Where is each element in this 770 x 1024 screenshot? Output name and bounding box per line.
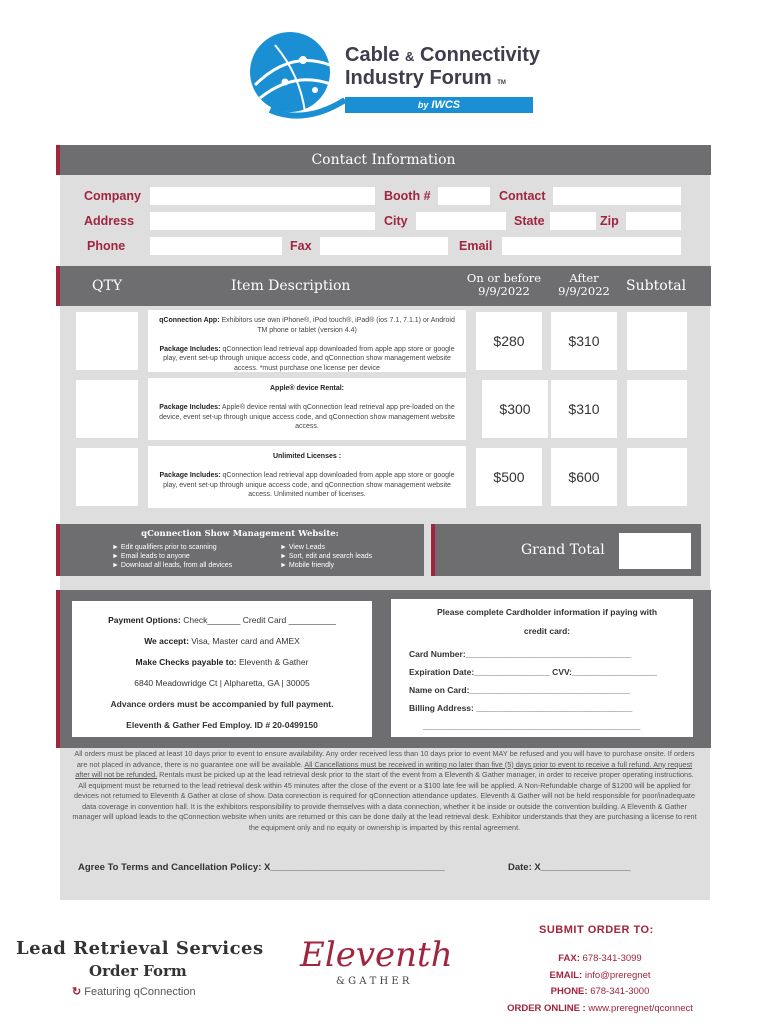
address-field[interactable]: [150, 212, 375, 230]
fax-label: FAX:: [558, 953, 580, 964]
logo-line2: Industry Forum: [345, 67, 492, 89]
booth-field[interactable]: [438, 187, 490, 205]
desc-header: Item Description: [231, 278, 351, 294]
subtotal-field-1[interactable]: [627, 312, 687, 370]
feature-text: View Leads: [288, 544, 325, 551]
submit-email[interactable]: [495, 968, 705, 985]
feature-text: Download all leads, from all devices: [120, 562, 233, 569]
contact-info-header: [56, 145, 711, 175]
feature-item: [112, 561, 232, 570]
logo-line1b: Connectivity: [419, 44, 541, 66]
after-price-3: $600: [551, 448, 617, 506]
item-title-3: Unlimited Licenses :: [272, 453, 342, 460]
payment-options-line: [72, 615, 372, 625]
early-header: On or before 9/9/2022: [466, 271, 542, 298]
qty-field-1[interactable]: [76, 312, 138, 370]
terms-p1: All orders must be placed at least 10 days prior to event to ensure availability. Any order received less than 10 days prior to event MAY be refused and you will have to purchase onsite. If orders are not placed in advance, there is no guarantee one will be available.: [74, 749, 695, 769]
contact-info-title: Contact Information: [311, 152, 456, 168]
item-desc-2: [148, 378, 466, 440]
subtotal-field-3[interactable]: [627, 448, 687, 506]
item-title-rest-1: Exhibitors use own iPhone®, iPod touch®, iPad® (ios 7.1, 7.1.1) or Android TM phone or tablet (version 4.4): [219, 317, 455, 334]
fax-label: Fax: [290, 239, 312, 253]
after-price-1: $310: [551, 312, 617, 370]
terms-text: [72, 749, 697, 833]
submit-contacts: [495, 951, 705, 1017]
featuring-text: Featuring qConnection: [84, 986, 196, 998]
logo-amp: &: [405, 49, 415, 64]
feature-text: Sort, edit and search leads: [288, 553, 373, 560]
accept-text: Visa, Master card and AMEX: [188, 636, 300, 646]
contact-label: Contact: [499, 189, 546, 203]
card-header-2: credit card:: [523, 626, 571, 636]
feature-text: Mobile friendly: [288, 562, 335, 569]
email-field[interactable]: [502, 237, 681, 255]
item-pkg-2: Apple® device rental with qConnection lead retrieval app pre-loaded on the device, event set-up through unique access code, and qConnection show management website access.: [159, 404, 455, 430]
fed-id: Eleventh & Gather Fed Employ. ID # 20-0499150: [126, 720, 318, 730]
grand-total-box: [431, 524, 701, 576]
item-pkg-1: qConnection lead retrieval app downloaded from apple app store or google play, event set-up through unique access code, and qConnection show management website access. *must purchase one license per device: [163, 345, 455, 372]
logo-gather: & G A T H E R: [336, 976, 410, 987]
feature-item: [112, 543, 232, 552]
contact-field[interactable]: [553, 187, 681, 205]
logo-eleventh: Eleventh: [300, 935, 453, 975]
agree-line[interactable]: Agree To Terms and Cancellation Policy: X_________________________________: [78, 862, 445, 873]
feature-item: [280, 552, 372, 561]
zip-label: Zip: [600, 214, 619, 228]
accent-stripe: [431, 524, 435, 576]
state-field[interactable]: [550, 212, 596, 230]
submit-fax: [495, 951, 705, 968]
feature-text: Edit qualifiers prior to scanning: [120, 544, 217, 551]
item-title-2: Apple® device Rental:: [269, 385, 344, 392]
website-left-list: [112, 543, 232, 570]
online-label: ORDER ONLINE :: [507, 1002, 586, 1014]
early-price-3: $500: [476, 448, 542, 506]
website-right-list: [280, 543, 372, 570]
qconnection-icon: ↻: [72, 986, 82, 998]
submit-phone: [495, 984, 705, 1001]
address-label: Address: [84, 214, 135, 228]
flag-icon: ►: [280, 544, 287, 551]
fax-field[interactable]: [320, 237, 448, 255]
checks-label: Make Checks payable to:: [135, 657, 237, 667]
item-pkg-3: qConnection lead retrieval app downloaded from apple app store or google play, event set-up through unique access code, and qConnection show management website access. Unlimited number of licenses.: [163, 472, 455, 498]
flag-icon: ►: [280, 553, 287, 560]
submit-email-label: EMAIL:: [549, 969, 583, 981]
globe-icon: [245, 30, 345, 120]
company-label: Company: [84, 189, 141, 203]
accept-label: We accept:: [144, 636, 189, 646]
billing-address-line2[interactable]: ______________________________________________: [423, 721, 641, 731]
footer-title: Lead Retrieval Services: [16, 938, 264, 959]
card-number-field[interactable]: Card Number:___________________________________: [409, 649, 632, 659]
checks-text: Eleventh & Gather: [236, 657, 309, 667]
flag-icon: ►: [112, 553, 119, 560]
city-label: City: [384, 214, 408, 228]
phone-value: 678-341-3000: [587, 986, 650, 997]
checks-line: [72, 657, 372, 667]
phone-label: Phone: [87, 239, 126, 253]
payment-options-text: Check_______ Credit Card __________: [180, 615, 336, 625]
logo-by: by: [417, 100, 429, 110]
date-line[interactable]: Date: X_________________: [508, 862, 631, 873]
online-value: www.preregnet/qconnect: [585, 1002, 693, 1014]
fax-value: 678-341-3099: [579, 953, 642, 964]
after-price-2: $310: [551, 380, 617, 438]
after-header: After 9/9/2022: [558, 271, 610, 298]
email-value: info@preregnet: [582, 969, 651, 981]
email-label: Email: [459, 239, 493, 253]
qty-header: QTY: [92, 278, 123, 294]
qty-field-2[interactable]: [76, 380, 138, 438]
subtotal-field-2[interactable]: [627, 380, 687, 438]
item-pkg-label-3: Package Includes:: [159, 472, 221, 479]
early-price-1: $280: [476, 312, 542, 370]
logo-tm: TM: [497, 80, 506, 86]
item-pkg-label-1: Package Includes:: [159, 345, 221, 353]
terms-cancellation: All Cancellations must be received in writing no later than five (5) days prior to event to receive a full refund. Any request after will not be refunded.: [75, 759, 693, 779]
submit-phone-label: PHONE:: [550, 986, 588, 997]
item-desc-1: [148, 310, 466, 372]
flag-icon: ►: [112, 544, 119, 551]
accent-stripe: [56, 590, 60, 748]
name-on-card-field[interactable]: Name on Card:__________________________________: [409, 685, 631, 695]
logo-by-bar: [345, 97, 533, 113]
grand-total-field[interactable]: [619, 533, 691, 569]
item-desc-3: [148, 446, 466, 508]
accept-line: [72, 636, 372, 646]
items-header: [56, 266, 711, 306]
submit-online[interactable]: [495, 1001, 705, 1018]
billing-address-field[interactable]: Billing Address: _________________________________: [409, 703, 633, 713]
booth-label: Booth #: [384, 189, 431, 203]
website-features: [56, 524, 424, 576]
terms-p2: Rentals must be picked up at the lead retrieval desk prior to the start of the event from a Eleventh & Gather manager, in order to receive proper operating instructions. All equipment must be returned to the lead retrieval desk within 45 minutes after the close of the event or a $100 late fee will be applied. A Non-Refundable charge of $1200 will be applied for devices not returned to Eleventh & Gather at close of show. Data connection is required for qConnection attendance updates. Eleventh & Gather will not be held responsible for poor/inadequate data coverage in convention hall. It is the exhibitors responsibility to provide themselves with a data connection, whether it be inside or outside the convention building. A Eleventh & Gather manager will upload leads to the qConnection website when units are returned or this can be done daily at the lead retrieval desk. Exhibitor understands that they are purchasing a license to rent the equipment only and no equity or ownership is imparted by this rental agreement.: [72, 770, 697, 832]
feature-item: [280, 561, 372, 570]
logo-line1: Cable: [345, 44, 400, 66]
company-field[interactable]: [150, 187, 375, 205]
advance-note: Advance orders must be accompanied by full payment.: [110, 699, 334, 709]
featuring-line: [72, 985, 196, 998]
flag-icon: ►: [280, 562, 287, 569]
city-field[interactable]: [416, 212, 506, 230]
zip-field[interactable]: [626, 212, 681, 230]
mailing-address: 6840 Meadowridge Ct | Alpharetta, GA | 30005: [134, 678, 310, 688]
feature-item: [280, 543, 372, 552]
event-logo: [245, 30, 545, 120]
grand-total-label: Grand Total: [521, 542, 605, 558]
website-title: qConnection Show Management Website:: [141, 529, 339, 539]
state-label: State: [514, 214, 545, 228]
expiration-field[interactable]: Expiration Date:________________ CVV:__________________: [409, 667, 658, 677]
item-title-1: qConnection App:: [159, 317, 220, 324]
footer-subtitle: Order Form: [89, 962, 187, 980]
phone-field[interactable]: [150, 237, 282, 255]
qty-field-3[interactable]: [76, 448, 138, 506]
flag-icon: ►: [112, 562, 119, 569]
payment-options-box: [72, 601, 372, 737]
logo-brand: IWCS: [431, 99, 461, 111]
cardholder-box: [391, 599, 693, 737]
submit-header: SUBMIT ORDER TO:: [539, 924, 654, 936]
card-header-1: Please complete Cardholder information if paying with: [436, 607, 658, 617]
eleventh-gather-logo: [300, 935, 480, 995]
item-pkg-label-2: Package Includes:: [159, 404, 221, 411]
feature-text: Email leads to anyone: [120, 553, 190, 560]
payment-options-label: Payment Options:: [108, 615, 181, 625]
early-price-2: $300: [482, 380, 548, 438]
feature-item: [112, 552, 232, 561]
subtotal-header: Subtotal: [626, 278, 687, 294]
